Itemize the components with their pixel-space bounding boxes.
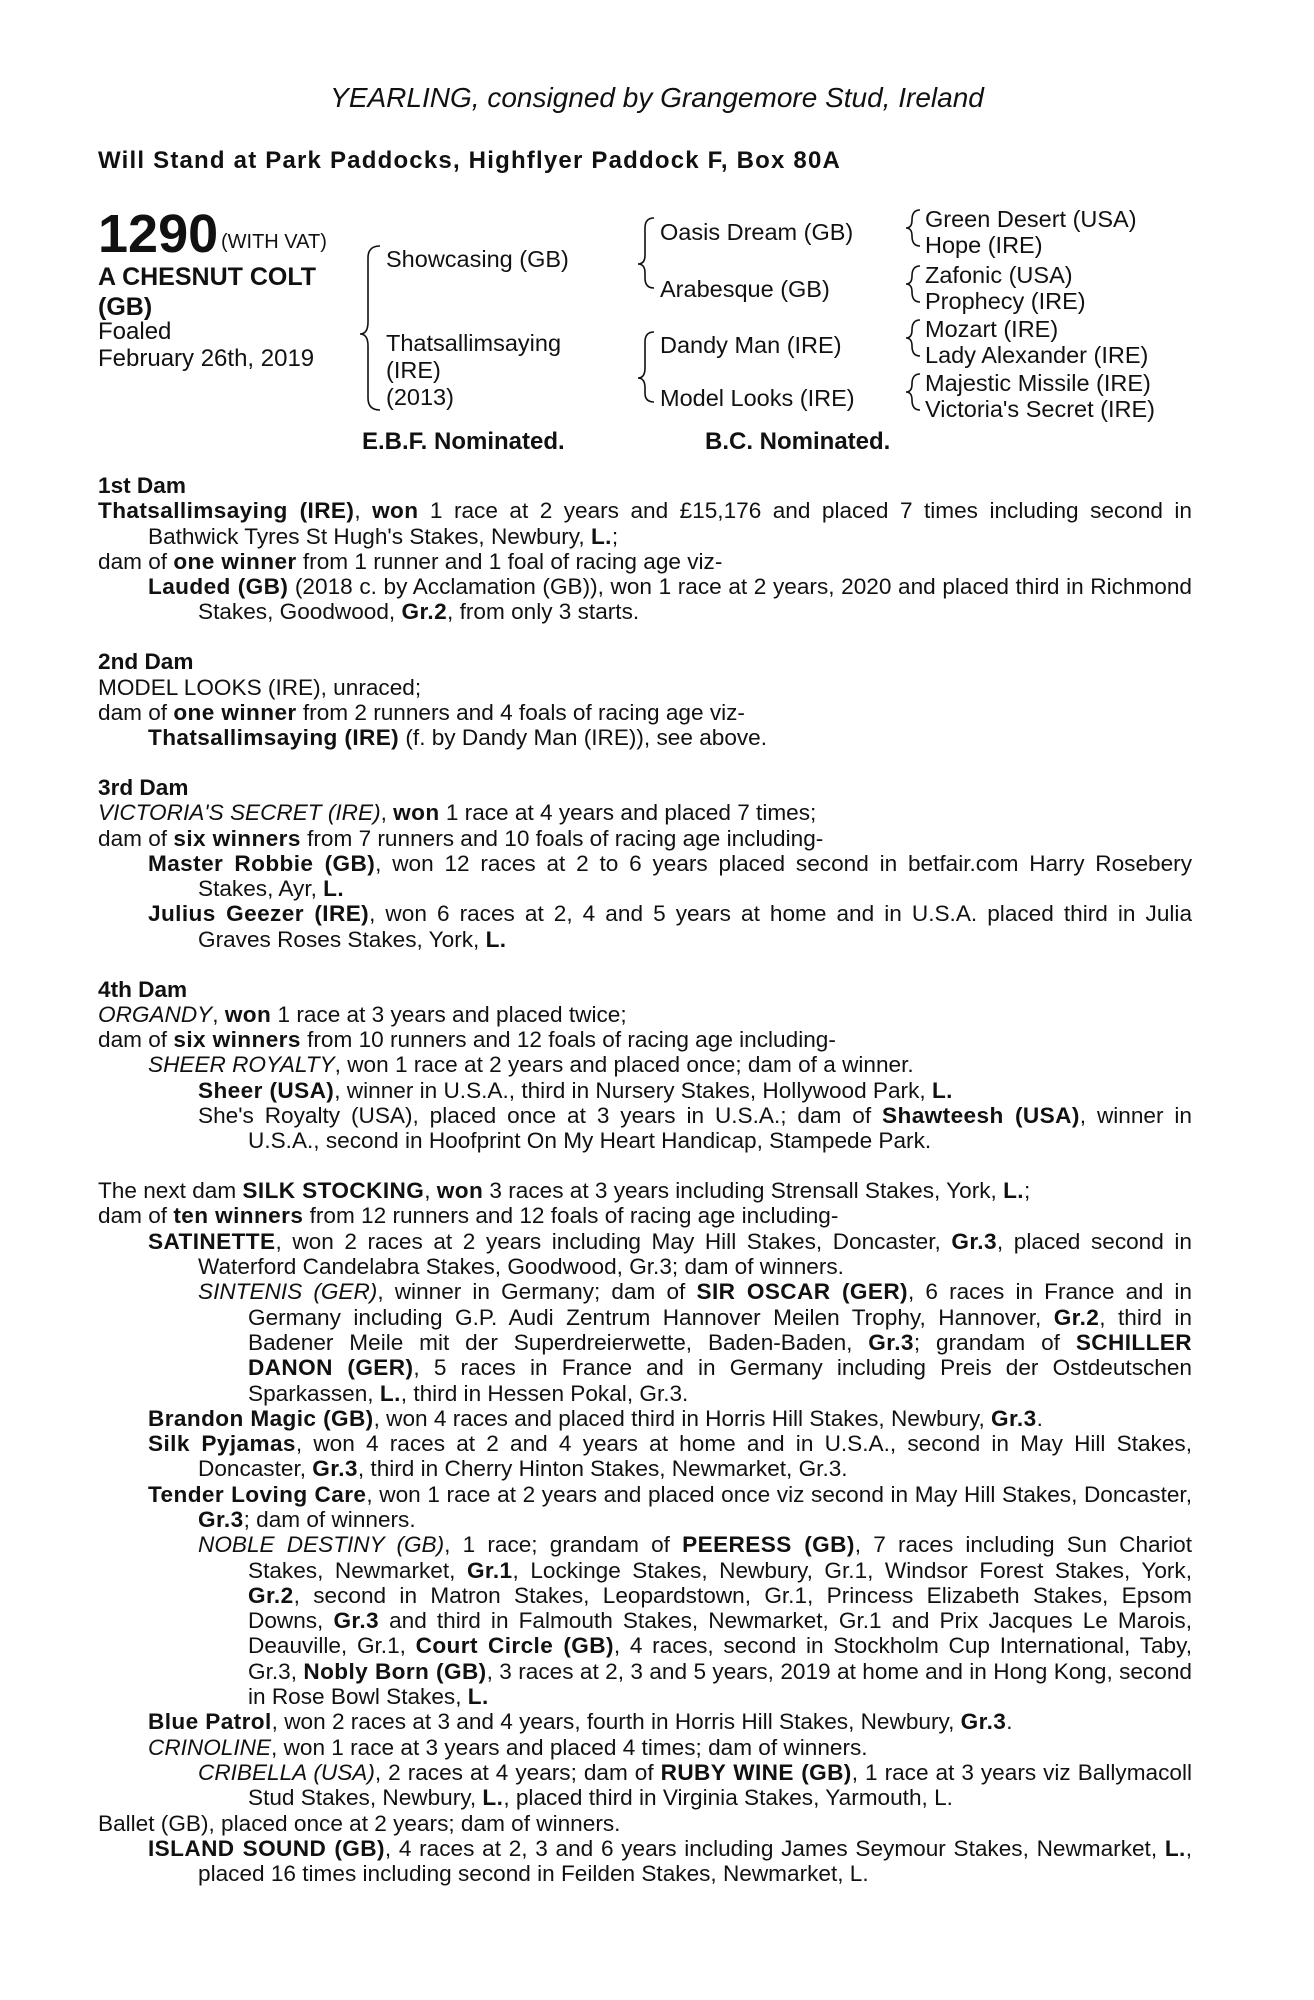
lot-description: A CHESNUT COLT (GB) [98, 263, 317, 321]
section-3rd-dam [98, 800, 1192, 952]
section-1st-dam [98, 498, 1192, 624]
pedigree-paragraph: MODEL LOOKS (IRE), unraced; [98, 674, 422, 700]
dam-name: Thatsallimsaying (IRE) (2013) [386, 330, 562, 410]
pedigree-paragraph: She's Royalty (USA), placed once at 3 years in U.S.A.; dam of Shawteesh (USA), winner in U.S.A., second in Hoofprint On My Heart Handicap, Stampede Park. [198, 1103, 1192, 1154]
pedigree-paragraph: dam of ten winners from 12 runners and 12 foals of racing age including- [98, 1203, 839, 1229]
ancestor-1: Green Desert (USA) [925, 206, 1137, 232]
pedigree-paragraph: Sheer (USA), winner in U.S.A., third in Nursery Stakes, Hollywood Park, L. [198, 1077, 953, 1103]
pedigree-paragraph: Master Robbie (GB), won 12 races at 2 to 6 years placed second in betfair.com Harry Rosebery Stakes, Ayr, L. [148, 850, 1192, 902]
pedigree-paragraph: Thatsallimsaying (IRE) (f. by Dandy Man (IRE)), see above. [148, 725, 768, 751]
pedigree-paragraph: Julius Geezer (IRE), won 6 races at 2, 4 and 5 years at home and in U.S.A. placed third in Julia Graves Roses Stakes, York, L. [148, 901, 1193, 952]
pedigree-paragraph: dam of six winners from 7 runners and 10 foals of racing age including- [98, 825, 824, 851]
vat-note: (WITH VAT) [221, 231, 327, 253]
bracket-g1 [906, 210, 920, 246]
pedigree-paragraph: ORGANDY, won 1 race at 3 years and placed twice; [98, 1001, 627, 1027]
ancestor-2: Hope (IRE) [925, 232, 1043, 258]
pedigree-paragraph: ISLAND SOUND (GB), 4 races at 2, 3 and 6 years including James Seymour Stakes, Newmarket, L., placed 16 times including second in Feilden Stakes, Newmarket, L. [148, 1835, 1193, 1887]
catalogue-body [98, 473, 1192, 1886]
heading-3rd-dam: 3rd Dam [98, 774, 189, 800]
ancestor-7: Majestic Missile (IRE) [925, 370, 1151, 396]
stand-location: Will Stand at Park Paddocks, Highflyer Paddock F, Box 80A [98, 147, 842, 174]
bracket-g4 [906, 374, 920, 410]
ancestor-5: Mozart (IRE) [925, 316, 1059, 342]
section-4th-dam [98, 1002, 1192, 1154]
sire-sire: Oasis Dream (GB) [660, 219, 854, 245]
heading-1st-dam: 1st Dam [98, 473, 186, 498]
pedigree-paragraph: NOBLE DESTINY (GB), 1 race; grandam of PEERESS (GB), 7 races including Sun Chariot Stakes, Newmarket, Gr.1, Lockinge Stakes, Newbury, Gr.1, Windsor Forest Stakes, York, Gr.2, second in Matron Stakes, Leopardstown, Gr.1, Princess Elizabeth Stakes, Epsom Downs, Gr.3 and third in Falmouth Stakes, Newmarket, Gr.1 and Prix Jacques Le Marois, Deauville, Gr.1, Court Circle (GB), 4 races, second in Stockholm Cup International, Taby, Gr.3, Nobly Born (GB), 3 races at 2, 3 and 5 years, 2019 at home and in Hong Kong, second in Rose Bowl Stakes, L. [198, 1532, 1193, 1710]
ancestor-6: Lady Alexander (IRE) [925, 342, 1149, 368]
sire-dam: Arabesque (GB) [660, 276, 830, 302]
pedigree-paragraph: SINTENIS (GER), winner in Germany; dam of SIR OSCAR (GER), 6 races in France and in Germany including G.P. Audi Zentrum Hannover Meilen Trophy, Hannover, Gr.2, third in Badener Meile mit der Superdreierwette, Baden-Baden, Gr.3; grandam of SCHILLER DANON (GER), 5 races in France and in Germany including Preis der Ostdeutschen Sparkassen, L., third in Hessen Pokal, Gr.3. [198, 1279, 1192, 1406]
pedigree-paragraph: Thatsallimsaying (IRE), won 1 race at 2 years and £15,176 and placed 7 times including second in Bathwick Tyres St Hugh's Stakes, Newbury, L.; [98, 498, 1193, 549]
ancestor-3: Zafonic (USA) [925, 262, 1073, 288]
pedigree-paragraph: SHEER ROYALTY, won 1 race at 2 years and placed once; dam of a winner. [148, 1052, 914, 1078]
pedigree-paragraph: VICTORIA'S SECRET (IRE), won 1 race at 4 years and placed 7 times; [98, 800, 817, 826]
pedigree-paragraph: SATINETTE, won 2 races at 2 years including May Hill Stakes, Doncaster, Gr.3, placed second in Waterford Candelabra Stakes, Goodwood, Gr.3; dam of winners. [148, 1228, 1192, 1280]
pedigree-paragraph: The next dam SILK STOCKING, won 3 races at 3 years including Strensall Stakes, York, L.; [98, 1178, 1031, 1204]
pedigree-paragraph: Lauded (GB) (2018 c. by Acclamation (GB)), won 1 race at 2 years, 2020 and placed third in Richmond Stakes, Goodwood, Gr.2, from only 3 starts. [148, 574, 1193, 625]
pedigree-paragraph: dam of one winner from 1 runner and 1 foal of racing age viz- [98, 548, 723, 574]
pedigree-paragraph: Tender Loving Care, won 1 race at 2 years and placed once viz second in May Hill Stakes, Doncaster, Gr.3; dam of winners. [148, 1481, 1192, 1532]
dam-dam: Model Looks (IRE) [660, 385, 855, 411]
bracket-sire-dam [360, 246, 380, 410]
page-header: YEARLING, consigned by Grangemore Stud, Ireland [330, 82, 984, 113]
bracket-sire [638, 218, 654, 288]
lot-number: 1290 [98, 204, 219, 264]
bracket-g3 [906, 320, 920, 356]
bc-nomination: B.C. Nominated. [705, 428, 891, 455]
pedigree-paragraph: dam of one winner from 2 runners and 4 foals of racing age viz- [98, 699, 745, 725]
heading-4th-dam: 4th Dam [98, 976, 188, 1002]
pedigree-paragraph: Blue Patrol, won 2 races at 3 and 4 years, fourth in Horris Hill Stakes, Newbury, Gr.3. [148, 1709, 1013, 1735]
sire-name: Showcasing (GB) [386, 246, 569, 272]
pedigree-paragraph: dam of six winners from 10 runners and 12 foals of racing age including- [98, 1027, 836, 1053]
pedigree-paragraph: CRINOLINE, won 1 race at 3 years and placed 4 times; dam of winners. [148, 1734, 868, 1760]
ancestor-8: Victoria's Secret (IRE) [925, 396, 1155, 422]
pedigree-paragraph: Brandon Magic (GB), won 4 races and placed third in Horris Hill Stakes, Newbury, Gr.3. [148, 1405, 1043, 1431]
section-next-dam [98, 1178, 1192, 1886]
ebf-nomination: E.B.F. Nominated. [362, 428, 565, 455]
bracket-dam [638, 332, 654, 402]
pedigree-paragraph: CRIBELLA (USA), 2 races at 4 years; dam of RUBY WINE (GB), 1 race at 3 years viz Ballymacoll Stud Stakes, Newbury, L., placed third in Virginia Stakes, Yarmouth, L. [198, 1759, 1192, 1811]
heading-2nd-dam: 2nd Dam [98, 649, 194, 675]
pedigree-paragraph: Ballet (GB), placed once at 2 years; dam of winners. [98, 1810, 621, 1836]
ancestor-4: Prophecy (IRE) [925, 288, 1086, 314]
pedigree-paragraph: Silk Pyjamas, won 4 races at 2 and 4 years at home and in U.S.A., second in May Hill Stakes, Doncaster, Gr.3, third in Cherry Hinton Stakes, Newmarket, Gr.3. [148, 1431, 1192, 1482]
foaled-info: Foaled February 26th, 2019 [98, 318, 315, 372]
bracket-g2 [906, 266, 920, 302]
dam-sire: Dandy Man (IRE) [660, 332, 842, 358]
section-2nd-dam [98, 675, 1192, 751]
